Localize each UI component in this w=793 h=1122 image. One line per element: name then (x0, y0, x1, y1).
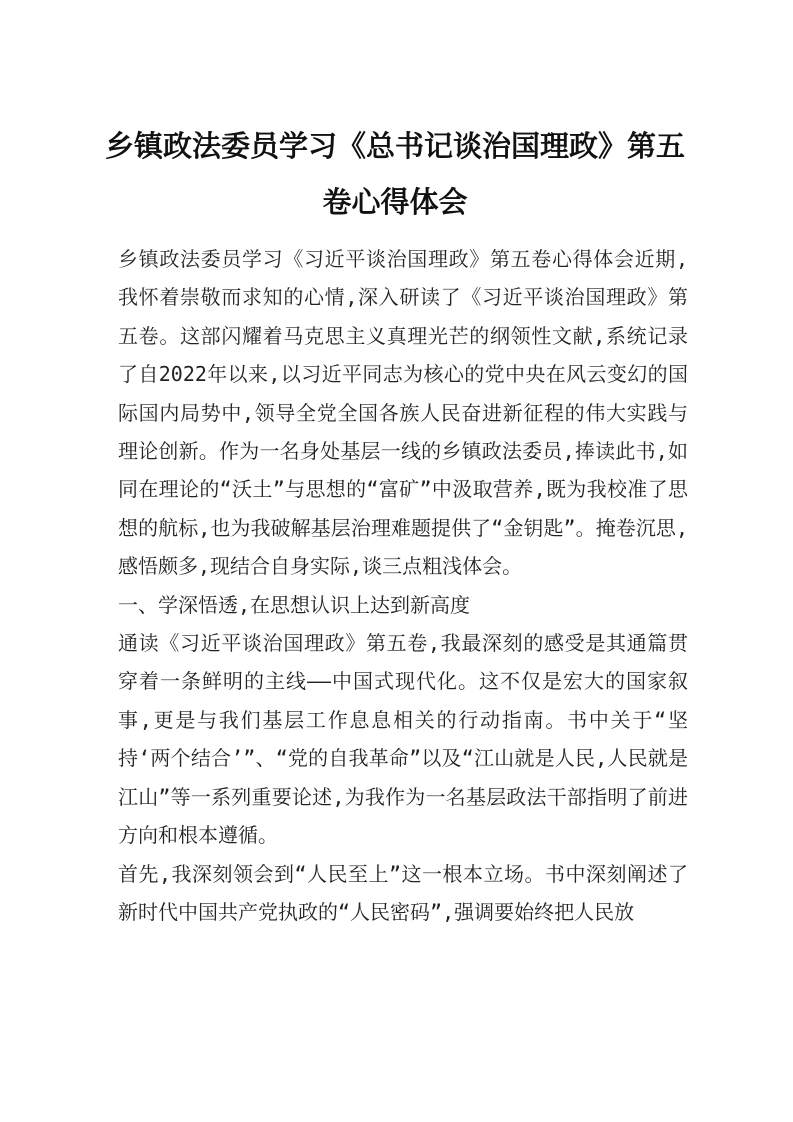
paragraph-section-1: 通读《习近平谈治国理政》第五卷,我最深刻的感受是其通篇贯穿着一条鲜明的主线——中国式现代化。这不仅是宏大的国家叙事,更是与我们基层工作息息相关的行动指南。书中关于“坚持‘两个结合’”、“党的自我革命”以及“江山就是人民,人民就是江山”等一系列重要论述,为我作为一名基层政法干部指明了前进方向和根本遵循。 (118, 631, 688, 848)
paragraph-intro: 乡镇政法委员学习《习近平谈治国理政》第五卷心得体会近期,我怀着崇敬而求知的心情,深入研读了《习近平谈治国理政》第五卷。这部闪耀着马克思主义真理光芒的纲领性文献,系统记录了自2022年以来,以习近平同志为核心的党中央在风云变幻的国际国内局势中,领导全党全国各族人民奋进新征程的伟大实践与理论创新。作为一名身处基层一线的乡镇政法委员,捧读此书,如同在理论的“沃土”与思想的“富矿”中汲取营养,既为我校准了思想的航标,也为我破解基层治理难题提供了“金钥匙”。掩卷沉思,感悟颇多,现结合自身实际,谈三点粗浅体会。 (118, 247, 688, 579)
document-title: 乡镇政法委员学习《总书记谈治国理政》第五卷心得体会 (104, 129, 685, 219)
document-body (118, 240, 688, 931)
paragraph-first-point: 首先,我深刻领会到“人民至上”这一根本立场。书中深刻阐述了新时代中国共产党执政的“人民密码”,强调要始终把人民放 (118, 861, 688, 924)
section-heading-1: 一、学深悟透,在思想认识上达到新高度 (118, 592, 471, 617)
